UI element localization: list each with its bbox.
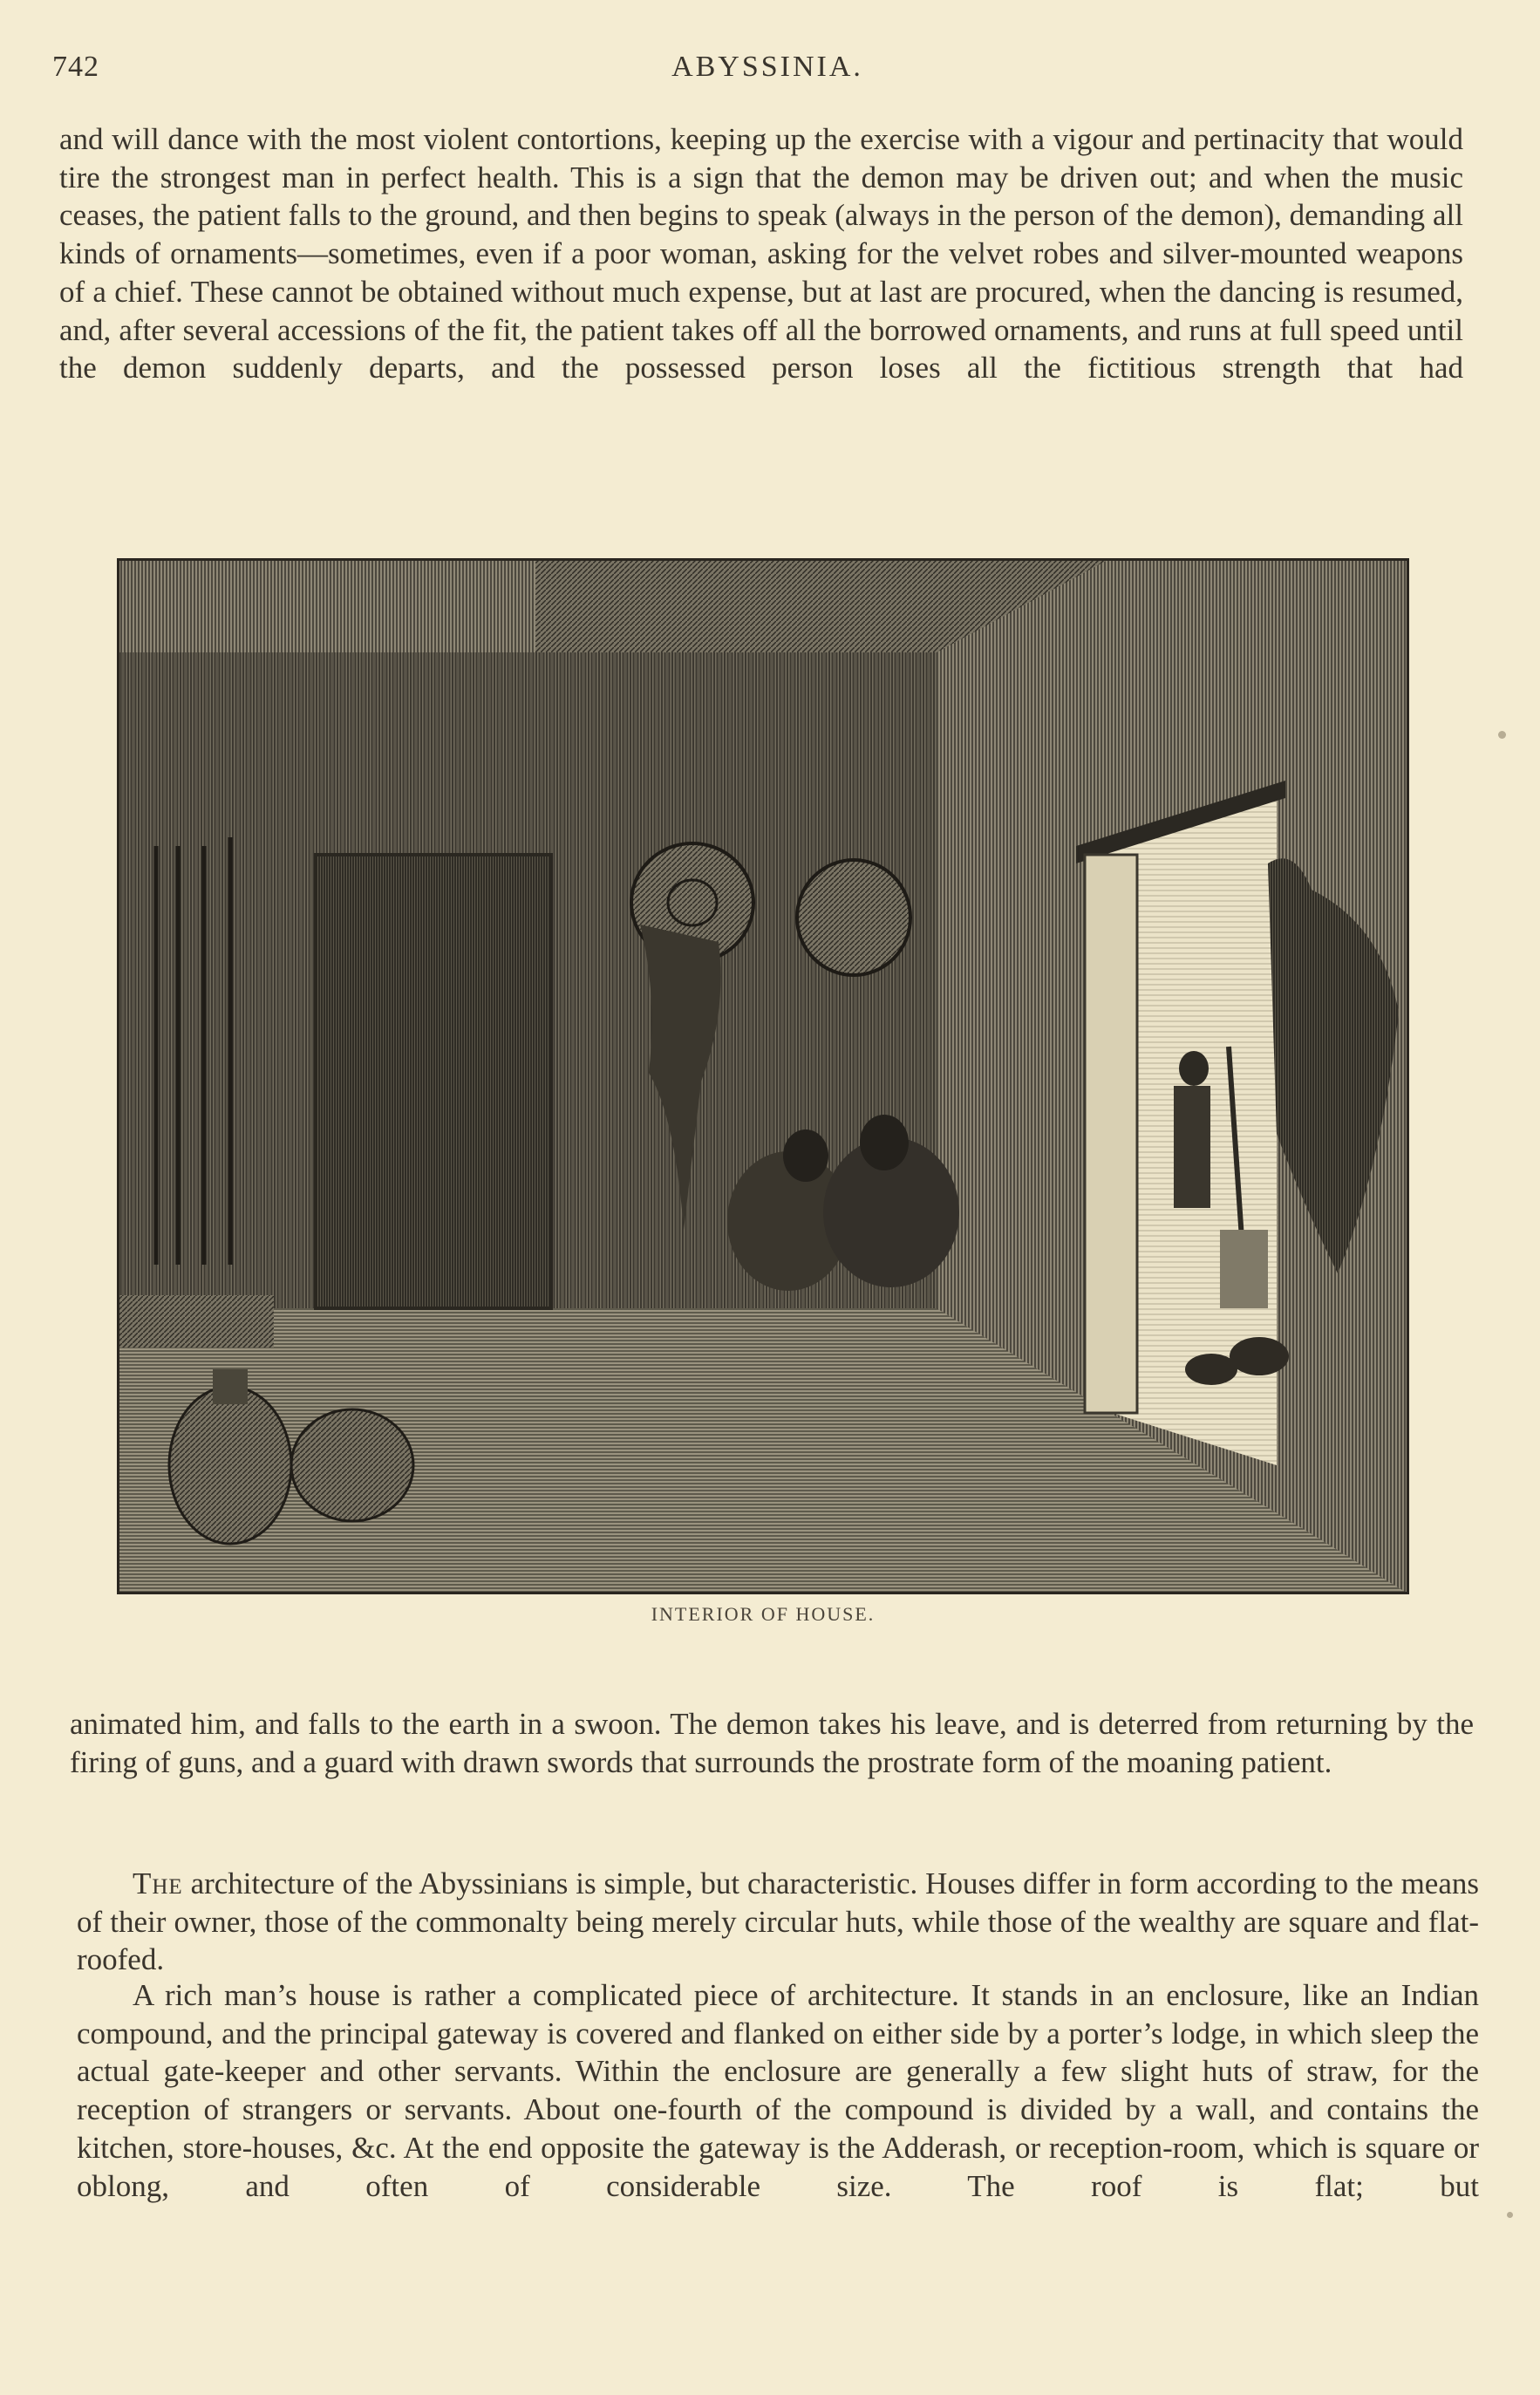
figure-caption: INTERIOR OF HOUSE. — [651, 1603, 876, 1625]
page-header — [52, 51, 1482, 94]
paragraph-3-lead-word: The — [133, 1866, 183, 1900]
paragraph-4: A rich man’s house is rather a complicated piece of architecture. It stands in an enclosure, like an Indian compound, and the principal gateway is covered and flanked on either side by a porter’s lodge, in which sleep the actual gate-keeper and other servants. Within the enclosure are generally a few slight huts of straw, for the reception of strangers or servants. About one-fourth of the compound is divided by a wall, and contains the kitchen, store-houses, &c. At the end opposite the gateway is the Adderash, or reception-room, which is square or oblong, and often of considerable size. The roof is flat; but — [77, 1978, 1479, 2203]
paragraph-3 — [77, 1865, 1479, 1979]
page-number: 742 — [52, 51, 99, 83]
paper-speck — [1507, 2212, 1513, 2218]
engraving-interior-of-house — [117, 558, 1409, 1594]
running-head: ABYSSINIA. — [671, 51, 863, 83]
engraving-illustration — [117, 558, 1409, 1594]
paper-speck — [1498, 731, 1506, 739]
paragraph-1: and will dance with the most violent contortions, keeping up the exercise with a vigour and pertinacity that would tire the strongest man in perfect health. This is a sign that the demon may be driven out; and when the music ceases, the patient falls to the ground, and then begins to speak (always in the person of the demon), demanding all kinds of ornaments—sometimes, even if a poor woman, asking for the velvet robes and silver-mounted weapons of a chief. These cannot be obtained without much expense, but at last are procured, when the dancing is resumed, and, after several accessions of the fit, the patient takes off all the borrowed ornaments, and runs at full speed until the demon suddenly departs, and the possessed person loses all the fictitious strength that had — [59, 122, 1463, 386]
paragraph-2: animated him, and falls to the earth in a swoon. The demon takes his leave, and is deterred from returning by the firing of guns, and a guard with drawn swords that surrounds the prostrate form of the moaning patient. — [70, 1707, 1474, 1779]
paragraph-3-text: architecture of the Abyssinians is simple, but characteristic. Houses differ in form according to the means of their owner, those of the commonalty being merely circular huts, while those of the wealthy are square and flat-roofed. — [77, 1866, 1479, 1977]
